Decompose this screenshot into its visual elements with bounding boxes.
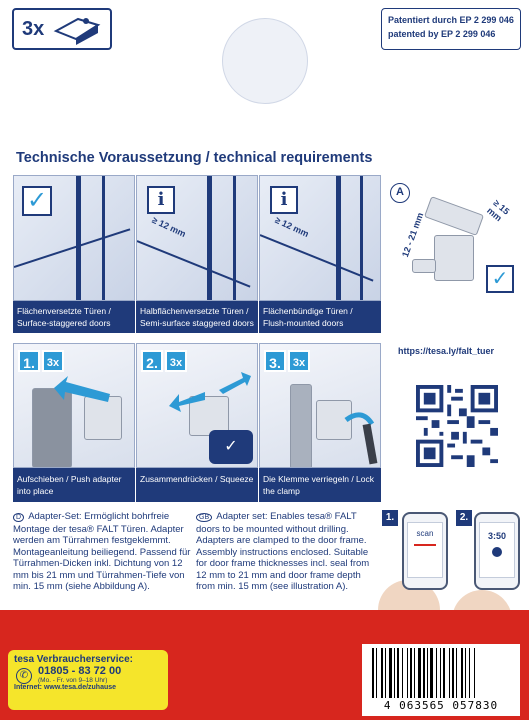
barcode-bar: [407, 648, 408, 698]
barcode-bar: [372, 648, 374, 698]
step-number: 2.: [141, 350, 163, 372]
description-de-body: Adapter-Set: Ermöglicht bohrfreie Montage der tesa® FALT Türen. Adapter werden am Türrahmen festgeklemmt. Montageanleitung beiliegend. Passend für Türrahmen-Dicken inkl. Dichtung von 12 mm bis 21 mm und Türrahmen-Tiefe von min. 15 mm (siehe Abbildung A).: [13, 511, 191, 592]
step-multiplier: 3x: [288, 350, 310, 372]
barcode-bar: [423, 648, 425, 698]
barcode-bar: [456, 648, 457, 698]
barcode-bar: [427, 648, 428, 698]
barcode-bar: [436, 648, 437, 698]
description-de: [13, 511, 193, 593]
description-en: [196, 511, 374, 593]
step-number: 3.: [264, 350, 286, 372]
requirement-semi-staggered: [136, 175, 258, 335]
illustration-label: A: [390, 183, 410, 203]
hotline-web[interactable]: Internet: www.tesa.de/zuhause: [14, 684, 117, 691]
step-caption: Die Klemme verriegeln / Lock the clamp: [259, 468, 381, 502]
barcode-bar: [449, 648, 450, 698]
hotline-phone[interactable]: 01805 - 83 72 00: [38, 665, 122, 677]
requirement-surface-staggered: [13, 175, 135, 335]
barcode-bar: [402, 648, 403, 698]
step-3: [259, 343, 381, 503]
barcode-bar: [414, 648, 415, 698]
phone-scan: [402, 512, 448, 590]
barcode-bar: [397, 648, 399, 698]
quantity-badge: [12, 8, 112, 50]
step-caption: Zusammendrücken / Squeeze: [136, 468, 258, 502]
requirement-caption: Halbflächenversetzte Türen / Semi-surface staggered doors: [136, 301, 258, 333]
barcode-bar: [410, 648, 412, 698]
step-2: [136, 343, 258, 503]
patent-en: patented by EP 2 299 046: [388, 29, 496, 39]
phone-icon: ✆: [16, 668, 32, 684]
steps-row: [13, 343, 383, 503]
barcode-bar: [430, 648, 433, 698]
info-icon: i: [270, 186, 298, 214]
barcode-bar: [452, 648, 454, 698]
package-top: [0, 0, 529, 140]
step-multiplier: 3x: [42, 350, 64, 372]
phone-screen: [479, 522, 515, 578]
requirement-caption: Flächenbündige Türen / Flush-mounted doors: [259, 301, 381, 333]
quantity-label: 3x: [22, 17, 45, 40]
barcode-digits: 4 063565 057830: [383, 699, 499, 712]
requirement-caption: Flächenversetzte Türen / Surface-staggered doors: [13, 301, 135, 333]
step-1: [13, 343, 135, 503]
barcode-bar: [443, 648, 445, 698]
consumer-service-box: [8, 650, 168, 710]
adapter-icon: [48, 11, 108, 47]
requirement-image: [13, 175, 135, 301]
qr-url[interactable]: https://tesa.ly/falt_tuer: [398, 346, 495, 356]
barcode-bar: [461, 648, 463, 698]
frame-depth-label: ≥ 15 mm: [485, 197, 512, 224]
arrow-left-icon: [52, 374, 112, 404]
arrow-left-icon: [167, 388, 207, 414]
barcode-bar: [474, 648, 475, 698]
phone-screen: [407, 522, 443, 578]
arrow-right-icon: [217, 368, 253, 394]
requirement-image: [136, 175, 258, 301]
flag-de: D: [13, 513, 24, 522]
phone-step-number: 2.: [456, 510, 472, 526]
dimension-label: ≥ 12 mm: [150, 214, 188, 240]
check-icon: ✓: [486, 265, 514, 293]
info-icon: i: [147, 186, 175, 214]
barcode: [362, 644, 520, 716]
illustration-a: [390, 175, 518, 310]
step-image: [13, 343, 135, 468]
step-number: 1.: [18, 350, 40, 372]
flag-gb: GB: [196, 513, 212, 522]
phone-timer: [474, 512, 520, 590]
step-caption: Aufschieben / Push adapter into place: [13, 468, 135, 502]
section-title: Technische Voraussetzung / technical requirements: [16, 150, 373, 166]
barcode-bar: [389, 648, 392, 698]
barcode-bar: [469, 648, 470, 698]
barcode-bar: [440, 648, 441, 698]
description-en-body: Adapter set: Enables tesa® FALT doors to be mounted without drilling. Adapters are clamped to the door frame. Assembly instructions enclosed. Suitable for door frame thicknesses incl. seal from 12 mm to 21 mm and door frame depth from min. 15 mm (see illustration A).: [196, 511, 370, 592]
qr-code[interactable]: [416, 385, 498, 467]
patent-de: Patentiert durch EP 2 299 046: [388, 15, 514, 25]
step-multiplier: 3x: [165, 350, 187, 372]
requirement-flush-mounted: [259, 175, 381, 335]
lock-arrow-icon: [342, 410, 381, 466]
hang-hole: [222, 18, 308, 104]
phone-screen-text: 3:50: [487, 531, 506, 541]
step-image: [259, 343, 381, 468]
requirement-image: [259, 175, 381, 301]
frame-thickness-label: 12 - 21 mm: [400, 211, 426, 259]
step-image: [136, 343, 258, 468]
strength-icon: ✓: [209, 430, 253, 464]
barcode-bar: [385, 648, 386, 698]
hotline-hours: (Mo. - Fr. von 9–18 Uhr): [38, 677, 108, 684]
patent-notice: [381, 8, 521, 50]
barcode-bar: [381, 648, 383, 698]
barcode-bar: [418, 648, 421, 698]
barcode-bar: [394, 648, 395, 698]
barcode-bar: [376, 648, 377, 698]
hotline-title: tesa Verbraucherservice:: [14, 654, 133, 665]
phone-step-number: 1.: [382, 510, 398, 526]
check-icon: ✓: [22, 186, 52, 216]
barcode-bar: [465, 648, 466, 698]
phone-screen-text: scan: [416, 529, 434, 538]
dimension-label: ≥ 12 mm: [273, 214, 311, 240]
